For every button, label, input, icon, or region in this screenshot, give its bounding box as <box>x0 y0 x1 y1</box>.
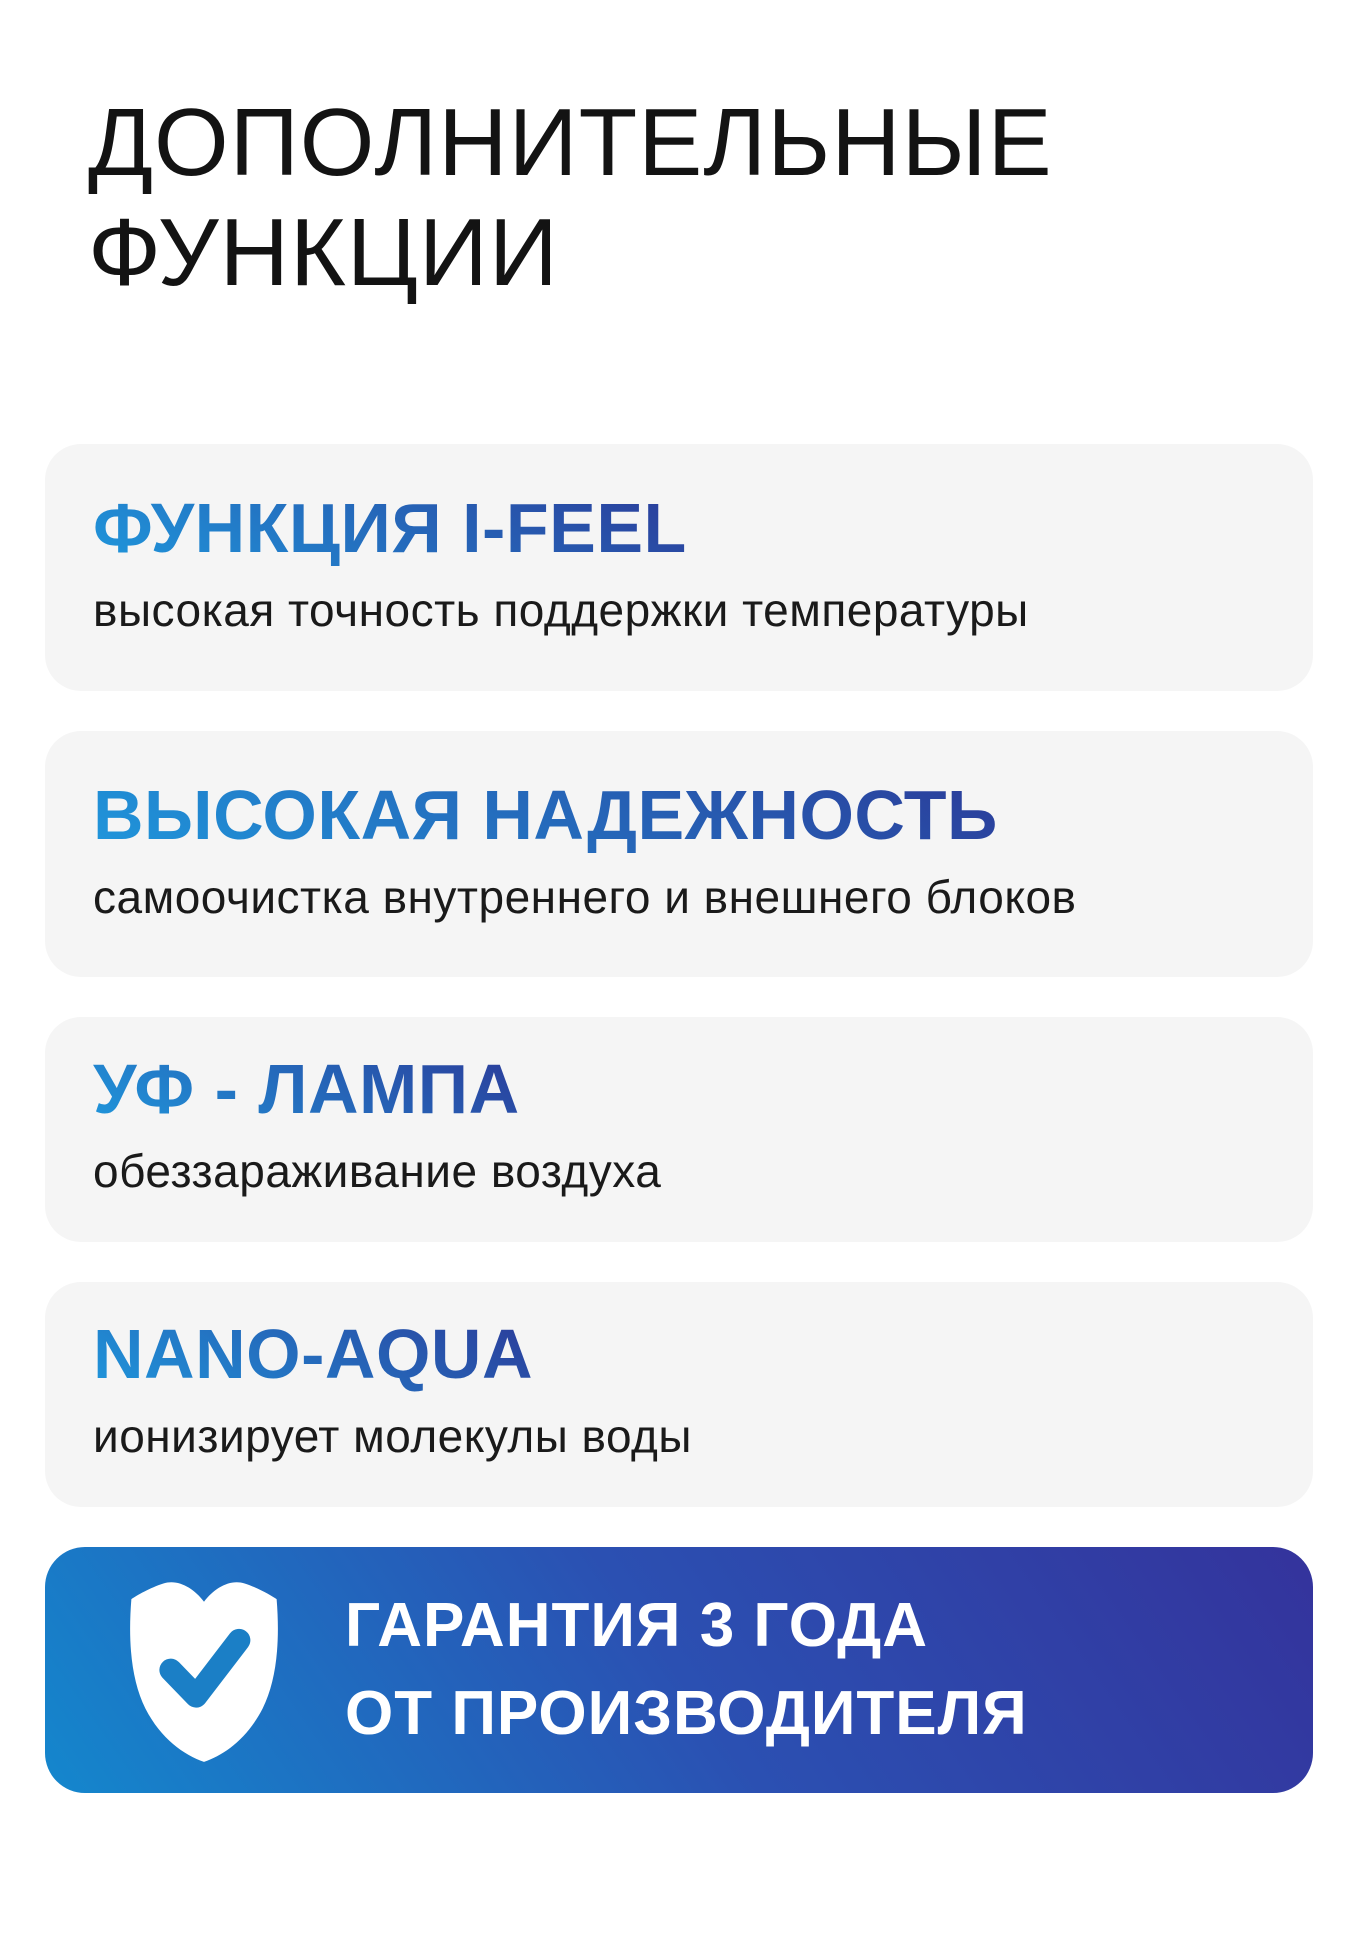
feature-heading-text: ФУНКЦИЯ I-FEEL <box>93 488 687 567</box>
feature-description: ионизирует молекулы воды <box>93 1410 692 1463</box>
feature-list <box>0 444 1358 1507</box>
feature-description: обеззараживание воздуха <box>93 1145 662 1198</box>
page-title-line2: ФУНКЦИИ <box>88 199 559 307</box>
feature-heading <box>93 1316 1265 1393</box>
feature-card-uv-lamp <box>45 1017 1313 1242</box>
page-title <box>88 88 1313 309</box>
feature-heading <box>93 777 1265 854</box>
feature-heading-text: ВЫСОКАЯ НАДЕЖНОСТЬ <box>93 775 998 854</box>
feature-heading <box>93 1051 1265 1128</box>
warranty-banner <box>45 1547 1313 1793</box>
warranty-line1: ГАРАНТИЯ 3 ГОДА <box>345 1590 929 1660</box>
feature-description: высокая точность поддержки температуры <box>93 583 1029 636</box>
feature-heading-text: УФ - ЛАМПА <box>93 1050 520 1129</box>
page-title-line1: ДОПОЛНИТЕЛЬНЫЕ <box>88 89 1053 196</box>
feature-heading <box>93 490 1265 567</box>
warranty-text <box>345 1582 1028 1758</box>
infographic-page <box>0 88 1358 1958</box>
feature-heading-text: NANO-AQUA <box>93 1315 534 1394</box>
feature-card-reliability <box>45 731 1313 978</box>
feature-card-nano-aqua <box>45 1282 1313 1507</box>
feature-description: самоочистка внутреннего и внешнего блоков <box>93 870 1077 923</box>
shield-check-icon <box>115 1572 293 1768</box>
warranty-line2: ОТ ПРОИЗВОДИТЕЛЯ <box>345 1678 1028 1748</box>
feature-card-ifeel <box>45 444 1313 691</box>
